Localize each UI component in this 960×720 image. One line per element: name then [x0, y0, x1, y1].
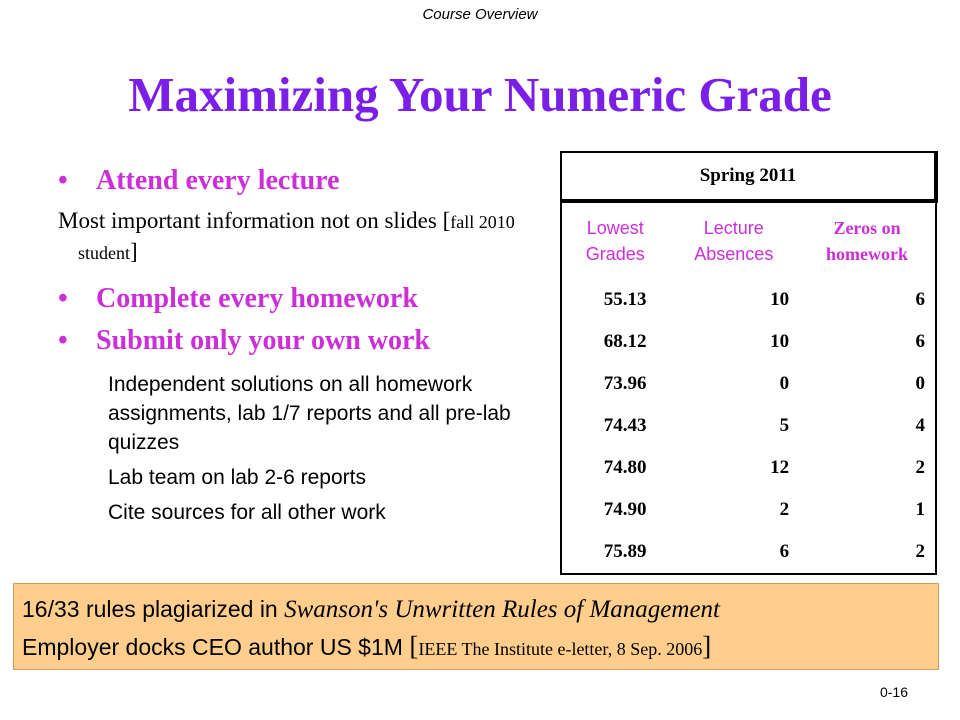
bracket-open: [ [442, 208, 451, 233]
bullet-icon: • [58, 325, 68, 356]
sub-attend-text: Most important information not on slides [58, 208, 437, 233]
grades-table-wrap [560, 151, 938, 575]
table-cell: 10 [770, 289, 790, 310]
bullet-icon: • [58, 283, 68, 314]
table-cell: 1 [799, 489, 936, 531]
table-cell: 73.96 [561, 363, 669, 405]
sub-submit-list [58, 370, 558, 527]
plagiarism-callout [13, 583, 939, 670]
table-row [561, 531, 936, 574]
table-row [561, 489, 936, 531]
col-lecture-absences: Lecture Absences [694, 218, 774, 264]
table-cell: 74.80 [561, 447, 669, 489]
table-cell: 10 [770, 331, 790, 352]
table-cell: 2 [799, 447, 936, 489]
page-number: 0-16 [879, 684, 908, 700]
table-cell: 2 [799, 531, 936, 574]
bullet-complete-text: Complete every homework [96, 283, 418, 314]
grades-table [560, 151, 938, 575]
table-cell: 75.89 [561, 531, 669, 574]
bracket-open: [ [409, 631, 419, 661]
table-cell: 6 [799, 279, 936, 321]
table-cell: 4 [799, 405, 936, 447]
sub-attend [58, 206, 558, 268]
table-row [561, 321, 936, 363]
col-lowest-grades: Lowest Grades [561, 201, 669, 279]
callout-text: 16/33 rules plagiarized in [22, 596, 285, 622]
table-cell: 6 [799, 321, 936, 363]
callout-line-1 [22, 596, 720, 624]
bullet-attend [58, 160, 558, 202]
bracket-close: ] [702, 631, 712, 661]
table-cell: 68.12 [561, 321, 669, 363]
table-caption: Spring 2011 [561, 152, 936, 201]
table-cell: 12 [770, 457, 790, 478]
bullet-attend-text: Attend every lecture [96, 165, 340, 196]
slide-header: Course Overview [422, 6, 538, 23]
sub-submit-item: Lab team on lab 2-6 reports [108, 466, 366, 489]
table-row [561, 363, 936, 405]
sub-submit-item: Independent solutions on all homework assignments, lab 1/7 reports and all pre-lab quizzes [108, 373, 511, 454]
table-body [561, 279, 936, 574]
table-cell: 74.43 [561, 405, 669, 447]
table-row [561, 447, 936, 489]
table-cell: 0 [779, 373, 790, 394]
bracket-close: ] [130, 239, 138, 264]
table-header-row [561, 201, 936, 279]
col-zeros-homework: Zeros on homework [799, 201, 936, 279]
sub-submit-item: Cite sources for all other work [108, 501, 386, 524]
callout-citation: IEEE The Institute e-letter, 8 Sep. 2006 [418, 639, 703, 659]
table-row [561, 279, 936, 321]
bullet-list [58, 160, 558, 533]
table-cell: 6 [669, 531, 800, 574]
table-cell: 74.90 [561, 489, 669, 531]
sub-attend-citation: fall 2010 student [78, 212, 515, 263]
bullet-submit [58, 320, 558, 362]
slide-title: Maximizing Your Numeric Grade [128, 67, 832, 122]
table-cell: 5 [779, 415, 790, 436]
callout-text: Employer docks CEO author US $1M [22, 634, 410, 660]
bullet-submit-text: Submit only your own work [96, 325, 431, 356]
table-cell: 55.13 [561, 279, 669, 321]
table-cell: 0 [799, 363, 936, 405]
table-cell: 2 [779, 499, 790, 520]
table-row [561, 405, 936, 447]
book-title: Swanson's Unwritten Rules of Management [284, 596, 720, 623]
callout-line-2 [22, 631, 711, 662]
bullet-icon: • [58, 165, 68, 196]
bullet-complete [58, 278, 558, 320]
